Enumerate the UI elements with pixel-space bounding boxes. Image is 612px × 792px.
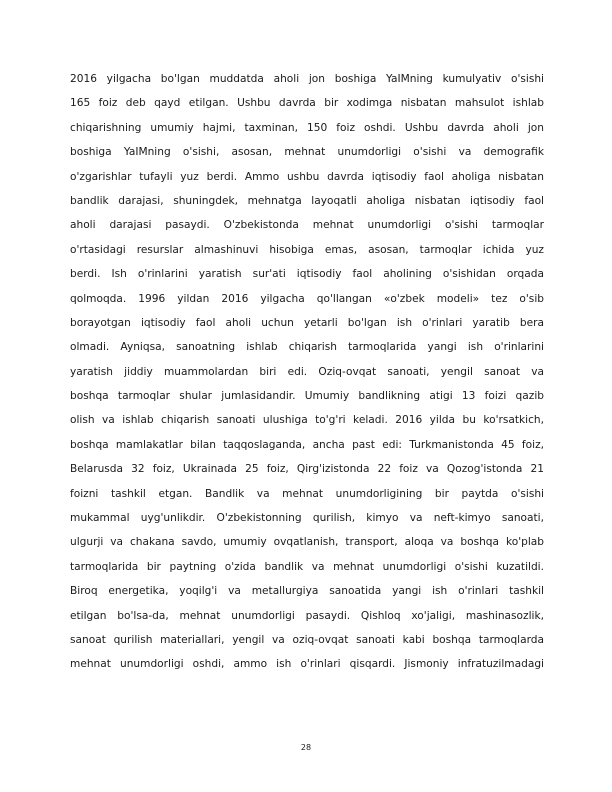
text-line: olish va ishlab chiqarish sanoati ulushiga to'g'ri keladi. 2016 yilda bu ko'rsatkich, bbox=[70, 414, 544, 427]
text-line: foizni tashkil etgan. Bandlik va mehnat unumdorligining bir paytda o'sishi bbox=[70, 487, 544, 500]
text-line: berdi. Ish o'rinlarini yaratish sur'ati iqtisodiy faol aholining o'sishidan orqada bbox=[70, 268, 544, 281]
text-line: Belarusda 32 foiz, Ukrainada 25 foiz, Qirg'izistonda 22 foiz va Qozog'istonda 21 bbox=[70, 463, 544, 476]
body-paragraph bbox=[70, 67, 544, 677]
text-line: mukammal uyg'unlikdir. O'zbekistonning qurilish, kimyo va neft-kimyo sanoati, bbox=[70, 512, 544, 525]
text-line: chiqarishning umumiy hajmi, taxminan, 150 foiz oshdi. Ushbu davrda aholi jon bbox=[70, 121, 544, 134]
text-line: boshqa mamlakatlar bilan taqqoslaganda, ancha past edi: Turkmanistonda 45 foiz, bbox=[70, 438, 544, 451]
text-line: 165 foiz deb qayd etilgan. Ushbu davrda bir xodimga nisbatan mahsulot ishlab bbox=[70, 97, 544, 110]
text-line: boshiga YaIMning o'sishi, asosan, mehnat unumdorligi o'sishi va demografik bbox=[70, 146, 544, 159]
text-line: o'zgarishlar tufayli yuz berdi. Ammo ushbu davrda iqtisodiy faol aholiga nisbatan bbox=[70, 170, 544, 183]
text-line: 2016 yilgacha bo'lgan muddatda aholi jon boshiga YaIMning kumulyativ o'sishi bbox=[70, 73, 544, 85]
text-line: borayotgan iqtisodiy faol aholi uchun yetarli bo'lgan ish o'rinlari yaratib bera bbox=[70, 316, 544, 329]
text-line: o'rtasidagi resurslar almashinuvi hisobiga emas, asosan, tarmoqlar ichida yuz bbox=[70, 243, 544, 256]
text-line: sanoat qurilish materiallari, yengil va oziq-ovqat sanoati kabi boshqa tarmoqlarda bbox=[70, 633, 544, 646]
text-line: boshqa tarmoqlar shular jumlasidandir. Umumiy bandlikning atigi 13 foizi qazib bbox=[70, 390, 544, 403]
text-line: qolmoqda. 1996 yildan 2016 yilgacha qo'llangan «o'zbek modeli» tez o'sib bbox=[70, 292, 544, 305]
text-line: mehnat unumdorligi oshdi, ammo ish o'rinlari qisqardi. Jismoniy infratuzilmadagi bbox=[70, 658, 544, 671]
text-line: tarmoqlarida bir paytning o'zida bandlik va mehnat unumdorligi o'sishi kuzatildi. bbox=[70, 560, 544, 573]
text-line: ulgurji va chakana savdo, umumiy ovqatlanish, transport, aloqa va boshqa ko'plab bbox=[70, 536, 544, 549]
text-line: bandlik darajasi, shuningdek, mehnatga layoqatli aholiga nisbatan iqtisodiy faol bbox=[70, 194, 544, 207]
page-number: 28 bbox=[300, 743, 312, 752]
text-line: aholi darajasi pasaydi. O'zbekistonda mehnat unumdorligi o'sishi tarmoqlar bbox=[70, 219, 544, 232]
text-line: Biroq energetika, yoqilg'i va metallurgiya sanoatida yangi ish o'rinlari tashkil bbox=[70, 585, 544, 598]
text-line: etilgan bo'lsa-da, mehnat unumdorligi pasaydi. Qishloq xo'jaligi, mashinasozlik, bbox=[70, 609, 544, 622]
text-line: yaratish jiddiy muammolardan biri edi. Oziq-ovqat sanoati, yengil sanoat va bbox=[70, 365, 544, 378]
text-line: olmadi. Ayniqsa, sanoatning ishlab chiqarish tarmoqlarida yangi ish o'rinlarini bbox=[70, 341, 544, 354]
